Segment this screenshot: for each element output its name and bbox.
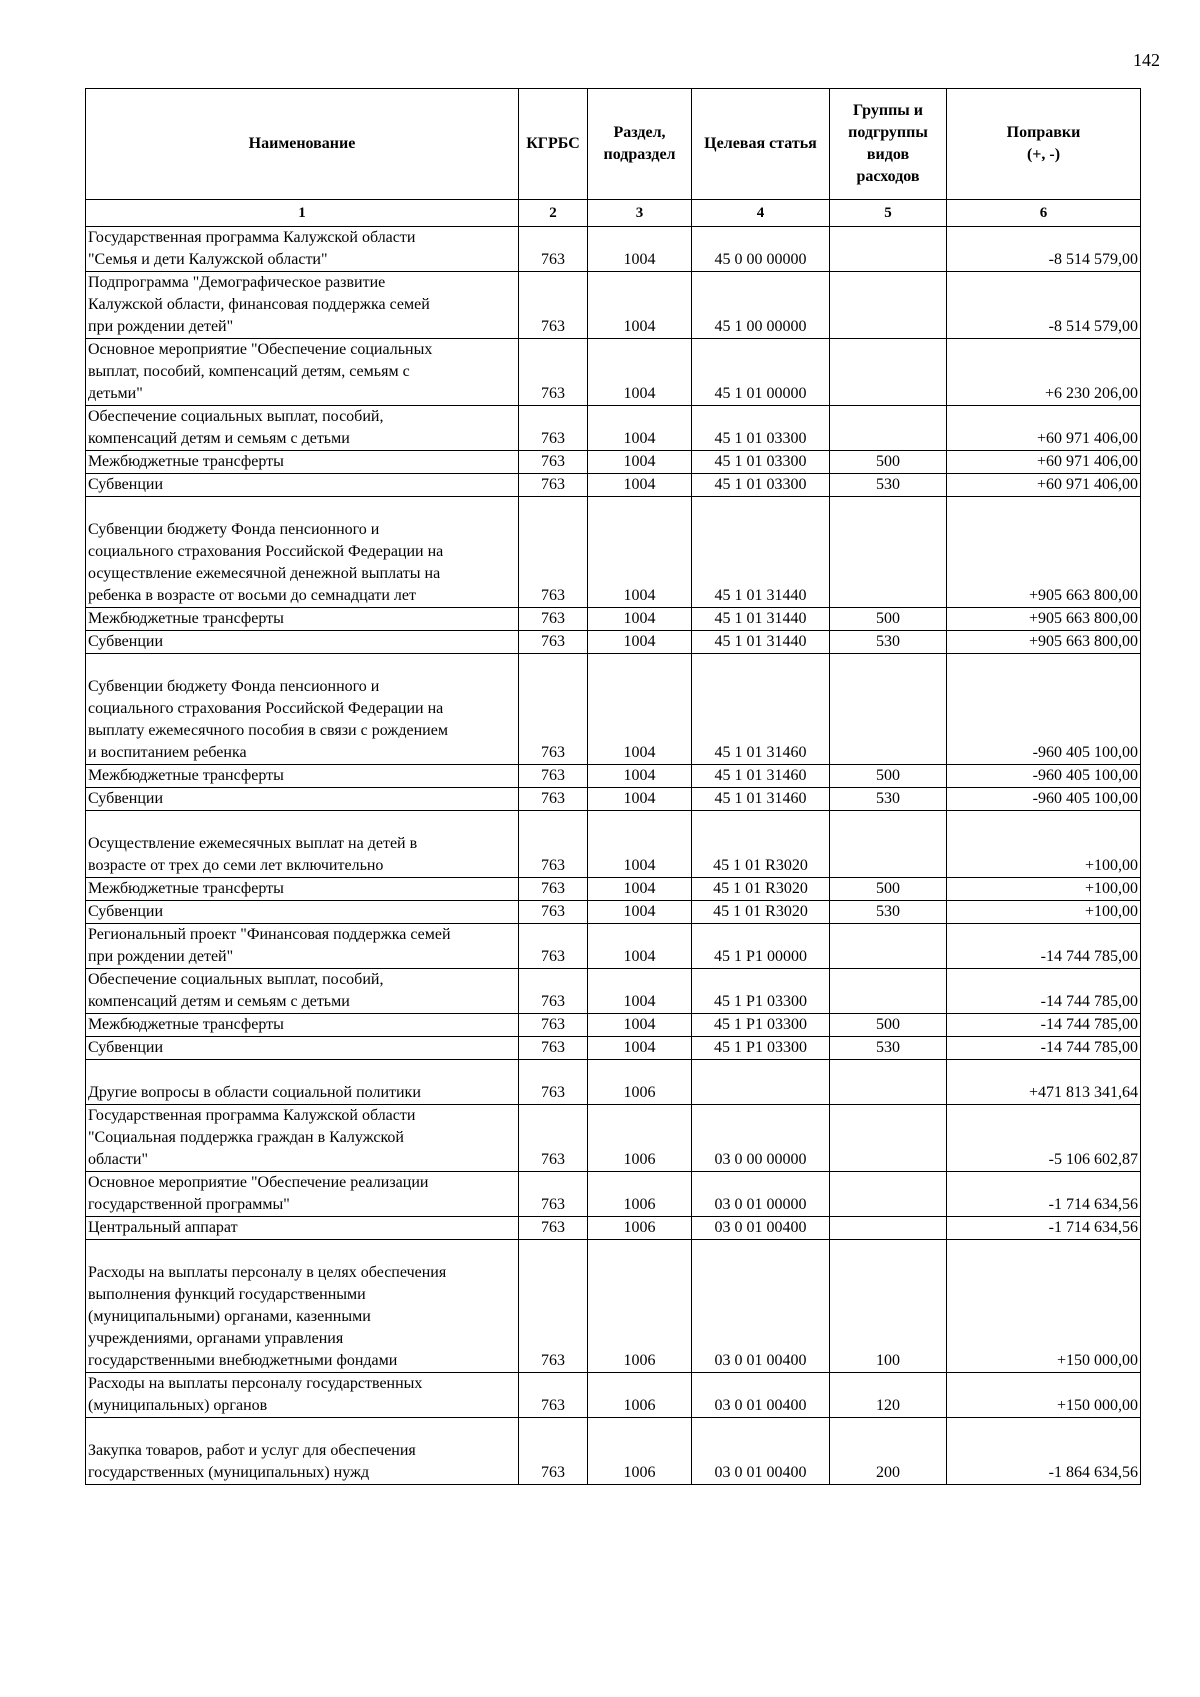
row-razdel: 1004 <box>588 272 692 339</box>
row-razdel: 1004 <box>588 924 692 969</box>
row-vid-rashodov: 500 <box>830 878 947 901</box>
row-vid-rashodov <box>830 339 947 406</box>
row-amount: +6 230 206,00 <box>947 339 1141 406</box>
row-razdel: 1004 <box>588 227 692 272</box>
row-amount: -14 744 785,00 <box>947 1014 1141 1037</box>
row-celevaya-statya <box>692 1060 830 1105</box>
row-razdel: 1004 <box>588 631 692 654</box>
row-razdel: 1004 <box>588 788 692 811</box>
row-name: Субвенции бюджету Фонда пенсионного и социального страхования Российской Федерации на осуществление ежемесячной денежной выплаты на ребенка в возрасте от восьми до семнадцати лет <box>86 497 519 608</box>
row-razdel: 1004 <box>588 474 692 497</box>
row-name: Межбюджетные трансферты <box>86 1014 519 1037</box>
row-razdel: 1006 <box>588 1217 692 1240</box>
row-kgrbs: 763 <box>519 1172 588 1217</box>
row-name: Межбюджетные трансферты <box>86 451 519 474</box>
row-kgrbs: 763 <box>519 339 588 406</box>
table-row <box>86 1037 1141 1060</box>
row-amount: +60 971 406,00 <box>947 406 1141 451</box>
row-amount: +905 663 800,00 <box>947 497 1141 608</box>
row-celevaya-statya: 03 0 01 00400 <box>692 1373 830 1418</box>
row-name: Государственная программа Калужской области "Семья и дети Калужской области" <box>86 227 519 272</box>
row-celevaya-statya: 45 1 01 R3020 <box>692 901 830 924</box>
row-name: Закупка товаров, работ и услуг для обеспечения государственных (муниципальных) нужд <box>86 1418 519 1485</box>
row-celevaya-statya: 45 1 01 03300 <box>692 451 830 474</box>
row-name: Основное мероприятие "Обеспечение реализации государственной программы" <box>86 1172 519 1217</box>
header-popravki: Поправки (+, -) <box>947 89 1141 200</box>
row-vid-rashodov <box>830 227 947 272</box>
row-kgrbs: 763 <box>519 497 588 608</box>
table-row <box>86 901 1141 924</box>
row-vid-rashodov: 500 <box>830 1014 947 1037</box>
row-celevaya-statya: 45 1 01 R3020 <box>692 878 830 901</box>
row-name: Обеспечение социальных выплат, пособий, компенсаций детям и семьям с детьми <box>86 406 519 451</box>
row-amount: -14 744 785,00 <box>947 969 1141 1014</box>
row-kgrbs: 763 <box>519 765 588 788</box>
row-kgrbs: 763 <box>519 608 588 631</box>
row-vid-rashodov <box>830 272 947 339</box>
table-row <box>86 1172 1141 1217</box>
row-name: Другие вопросы в области социальной политики <box>86 1060 519 1105</box>
row-kgrbs: 763 <box>519 811 588 878</box>
row-vid-rashodov: 500 <box>830 765 947 788</box>
row-kgrbs: 763 <box>519 474 588 497</box>
header-celevaya-statya: Целевая статья <box>692 89 830 200</box>
row-razdel: 1006 <box>588 1240 692 1373</box>
row-amount: +150 000,00 <box>947 1373 1141 1418</box>
row-kgrbs: 763 <box>519 1373 588 1418</box>
row-razdel: 1004 <box>588 451 692 474</box>
row-kgrbs: 763 <box>519 406 588 451</box>
row-razdel: 1004 <box>588 608 692 631</box>
row-amount: +150 000,00 <box>947 1240 1141 1373</box>
row-amount: -1 714 634,56 <box>947 1217 1141 1240</box>
row-kgrbs: 763 <box>519 654 588 765</box>
row-celevaya-statya: 03 0 01 00000 <box>692 1172 830 1217</box>
row-razdel: 1004 <box>588 1014 692 1037</box>
row-amount: -5 106 602,87 <box>947 1105 1141 1172</box>
row-vid-rashodov: 530 <box>830 901 947 924</box>
row-celevaya-statya: 45 1 01 R3020 <box>692 811 830 878</box>
row-celevaya-statya: 45 1 01 31460 <box>692 788 830 811</box>
column-number: 6 <box>947 200 1141 227</box>
row-razdel: 1004 <box>588 765 692 788</box>
row-celevaya-statya: 03 0 01 00400 <box>692 1240 830 1373</box>
row-razdel: 1004 <box>588 811 692 878</box>
row-razdel: 1004 <box>588 497 692 608</box>
row-amount: +60 971 406,00 <box>947 474 1141 497</box>
row-celevaya-statya: 45 1 01 03300 <box>692 406 830 451</box>
column-number-row <box>86 200 1141 227</box>
row-vid-rashodov: 530 <box>830 474 947 497</box>
row-name: Расходы на выплаты персоналу государственных (муниципальных) органов <box>86 1373 519 1418</box>
row-name: Субвенции <box>86 901 519 924</box>
row-celevaya-statya: 45 1 P1 03300 <box>692 1037 830 1060</box>
row-kgrbs: 763 <box>519 1418 588 1485</box>
row-razdel: 1006 <box>588 1172 692 1217</box>
row-name: Обеспечение социальных выплат, пособий, компенсаций детям и семьям с детьми <box>86 969 519 1014</box>
row-celevaya-statya: 45 1 01 31440 <box>692 497 830 608</box>
table-row <box>86 969 1141 1014</box>
row-kgrbs: 763 <box>519 272 588 339</box>
table-row <box>86 406 1141 451</box>
row-kgrbs: 763 <box>519 451 588 474</box>
table-row <box>86 788 1141 811</box>
row-celevaya-statya: 45 1 01 31460 <box>692 654 830 765</box>
row-name: Региональный проект "Финансовая поддержка семей при рождении детей" <box>86 924 519 969</box>
row-kgrbs: 763 <box>519 1060 588 1105</box>
column-number: 1 <box>86 200 519 227</box>
row-celevaya-statya: 03 0 01 00400 <box>692 1418 830 1485</box>
row-celevaya-statya: 45 1 P1 03300 <box>692 1014 830 1037</box>
row-amount: -8 514 579,00 <box>947 272 1141 339</box>
page-number: 142 <box>1133 50 1160 70</box>
row-amount: +905 663 800,00 <box>947 608 1141 631</box>
row-name: Субвенции <box>86 474 519 497</box>
row-vid-rashodov: 530 <box>830 1037 947 1060</box>
row-amount: -1 714 634,56 <box>947 1172 1141 1217</box>
table-row <box>86 451 1141 474</box>
table-row <box>86 608 1141 631</box>
row-name: Основное мероприятие "Обеспечение социальных выплат, пособий, компенсаций детям, семьям с детьми" <box>86 339 519 406</box>
table-row <box>86 1418 1141 1485</box>
row-name: Субвенции бюджету Фонда пенсионного и социального страхования Российской Федерации на выплату ежемесячного пособия в связи с рождением и воспитанием ребенка <box>86 654 519 765</box>
table-row <box>86 1014 1141 1037</box>
row-amount: -14 744 785,00 <box>947 1037 1141 1060</box>
row-razdel: 1004 <box>588 339 692 406</box>
row-amount: -960 405 100,00 <box>947 788 1141 811</box>
row-amount: +60 971 406,00 <box>947 451 1141 474</box>
table-row <box>86 1240 1141 1373</box>
row-razdel: 1004 <box>588 901 692 924</box>
table-row <box>86 227 1141 272</box>
header-vid-rashodov: Группы и подгруппы видов расходов <box>830 89 947 200</box>
row-vid-rashodov: 530 <box>830 631 947 654</box>
table-row <box>86 924 1141 969</box>
row-vid-rashodov <box>830 811 947 878</box>
row-name: Межбюджетные трансферты <box>86 878 519 901</box>
table-row <box>86 474 1141 497</box>
row-celevaya-statya: 45 1 01 03300 <box>692 474 830 497</box>
table-row <box>86 1373 1141 1418</box>
table-row <box>86 339 1141 406</box>
row-name: Расходы на выплаты персоналу в целях обеспечения выполнения функций государственными (муниципальными) органами, казенными учреждениями, органами управления государственными внебюджетными фондами <box>86 1240 519 1373</box>
row-vid-rashodov <box>830 1217 947 1240</box>
row-amount: +100,00 <box>947 901 1141 924</box>
row-kgrbs: 763 <box>519 1037 588 1060</box>
header-name: Наименование <box>86 89 519 200</box>
row-vid-rashodov <box>830 1105 947 1172</box>
row-razdel: 1004 <box>588 1037 692 1060</box>
header-row <box>86 89 1141 200</box>
row-razdel: 1006 <box>588 1060 692 1105</box>
row-celevaya-statya: 45 0 00 00000 <box>692 227 830 272</box>
row-celevaya-statya: 03 0 01 00400 <box>692 1217 830 1240</box>
row-razdel: 1006 <box>588 1373 692 1418</box>
row-celevaya-statya: 45 1 00 00000 <box>692 272 830 339</box>
row-razdel: 1004 <box>588 654 692 765</box>
row-razdel: 1006 <box>588 1105 692 1172</box>
row-kgrbs: 763 <box>519 1240 588 1373</box>
row-celevaya-statya: 45 1 01 31460 <box>692 765 830 788</box>
row-kgrbs: 763 <box>519 227 588 272</box>
row-celevaya-statya: 03 0 00 00000 <box>692 1105 830 1172</box>
row-kgrbs: 763 <box>519 631 588 654</box>
row-razdel: 1004 <box>588 406 692 451</box>
row-vid-rashodov: 500 <box>830 451 947 474</box>
row-celevaya-statya: 45 1 P1 00000 <box>692 924 830 969</box>
row-vid-rashodov: 200 <box>830 1418 947 1485</box>
column-number: 3 <box>588 200 692 227</box>
row-razdel: 1004 <box>588 969 692 1014</box>
row-razdel: 1004 <box>588 878 692 901</box>
column-number: 4 <box>692 200 830 227</box>
budget-amendments-table <box>85 88 1141 1485</box>
row-amount: -8 514 579,00 <box>947 227 1141 272</box>
table-row <box>86 878 1141 901</box>
row-vid-rashodov <box>830 497 947 608</box>
table-row <box>86 272 1141 339</box>
column-number: 5 <box>830 200 947 227</box>
row-name: Осуществление ежемесячных выплат на детей в возрасте от трех до семи лет включительно <box>86 811 519 878</box>
table-row <box>86 631 1141 654</box>
row-amount: -960 405 100,00 <box>947 765 1141 788</box>
table-row <box>86 811 1141 878</box>
row-kgrbs: 763 <box>519 924 588 969</box>
row-name: Центральный аппарат <box>86 1217 519 1240</box>
header-razdel: Раздел, подраздел <box>588 89 692 200</box>
row-kgrbs: 763 <box>519 788 588 811</box>
row-vid-rashodov: 530 <box>830 788 947 811</box>
table-row <box>86 1060 1141 1105</box>
row-amount: +100,00 <box>947 878 1141 901</box>
row-name: Подпрограмма "Демографическое развитие Калужской области, финансовая поддержка семей при рождении детей" <box>86 272 519 339</box>
row-vid-rashodov: 500 <box>830 608 947 631</box>
row-kgrbs: 763 <box>519 901 588 924</box>
row-vid-rashodov: 100 <box>830 1240 947 1373</box>
row-amount: -960 405 100,00 <box>947 654 1141 765</box>
row-vid-rashodov <box>830 1172 947 1217</box>
table-row <box>86 1105 1141 1172</box>
row-vid-rashodov <box>830 924 947 969</box>
row-kgrbs: 763 <box>519 1014 588 1037</box>
row-razdel: 1006 <box>588 1418 692 1485</box>
header-kgrbs: КГРБС <box>519 89 588 200</box>
row-kgrbs: 763 <box>519 969 588 1014</box>
row-celevaya-statya: 45 1 01 31440 <box>692 631 830 654</box>
row-name: Государственная программа Калужской области "Социальная поддержка граждан в Калужской области" <box>86 1105 519 1172</box>
table-row <box>86 654 1141 765</box>
row-vid-rashodov <box>830 654 947 765</box>
column-number: 2 <box>519 200 588 227</box>
row-vid-rashodov: 120 <box>830 1373 947 1418</box>
row-amount: +905 663 800,00 <box>947 631 1141 654</box>
row-amount: -14 744 785,00 <box>947 924 1141 969</box>
row-celevaya-statya: 45 1 P1 03300 <box>692 969 830 1014</box>
row-name: Субвенции <box>86 788 519 811</box>
row-name: Межбюджетные трансферты <box>86 608 519 631</box>
row-celevaya-statya: 45 1 01 31440 <box>692 608 830 631</box>
row-amount: +100,00 <box>947 811 1141 878</box>
table-row <box>86 1217 1141 1240</box>
table-row <box>86 765 1141 788</box>
row-vid-rashodov <box>830 406 947 451</box>
row-amount: +471 813 341,64 <box>947 1060 1141 1105</box>
table-row <box>86 497 1141 608</box>
row-amount: -1 864 634,56 <box>947 1418 1141 1485</box>
row-name: Субвенции <box>86 1037 519 1060</box>
row-name: Межбюджетные трансферты <box>86 765 519 788</box>
row-kgrbs: 763 <box>519 1105 588 1172</box>
row-vid-rashodov <box>830 969 947 1014</box>
row-kgrbs: 763 <box>519 1217 588 1240</box>
row-name: Субвенции <box>86 631 519 654</box>
row-vid-rashodov <box>830 1060 947 1105</box>
row-kgrbs: 763 <box>519 878 588 901</box>
row-celevaya-statya: 45 1 01 00000 <box>692 339 830 406</box>
